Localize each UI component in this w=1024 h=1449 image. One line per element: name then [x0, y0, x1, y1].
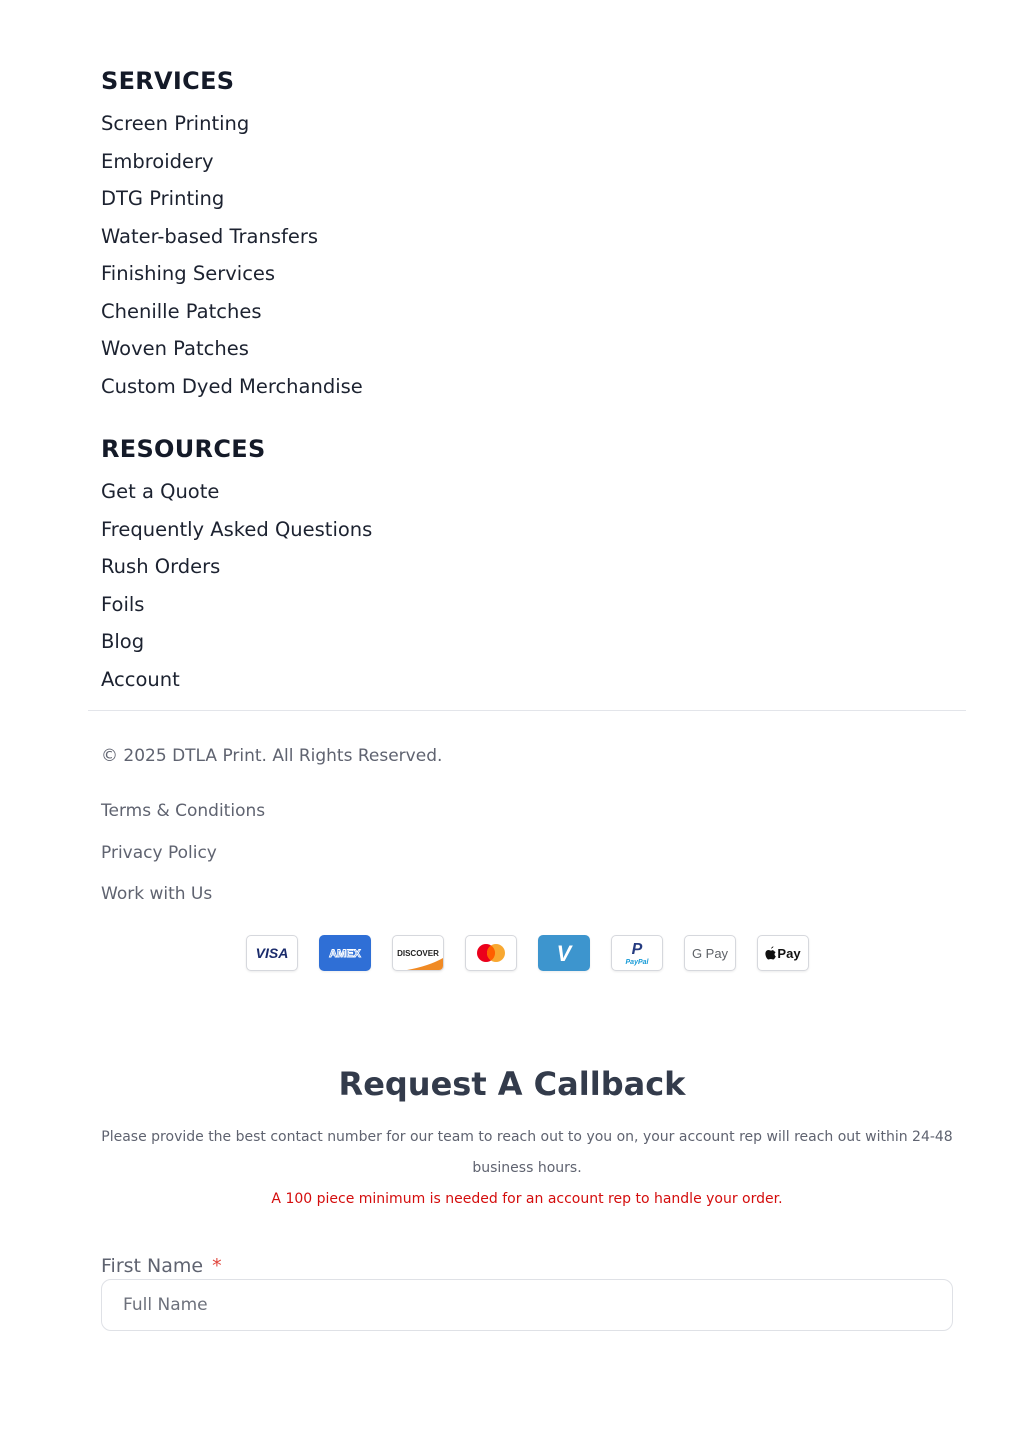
services-link-custom-dyed-merchandise[interactable]: Custom Dyed Merchandise — [101, 374, 363, 398]
list-item — [101, 375, 363, 413]
callback-title: Request A Callback — [338, 1065, 686, 1103]
list-item — [101, 555, 372, 593]
payment-methods — [246, 935, 809, 971]
svg-text:PayPal: PayPal — [625, 959, 649, 966]
list-item — [101, 262, 363, 300]
resources-list — [101, 480, 372, 705]
resources-heading: RESOURCES — [101, 435, 266, 463]
venmo-icon — [538, 935, 590, 971]
svg-text:Pay: Pay — [777, 946, 801, 961]
google-pay-icon — [684, 935, 736, 971]
first-name-label — [101, 1253, 222, 1279]
list-item — [101, 593, 372, 631]
mastercard-icon — [465, 935, 517, 971]
resources-link-faq[interactable]: Frequently Asked Questions — [101, 517, 373, 541]
services-link-finishing-services[interactable]: Finishing Services — [101, 262, 276, 285]
list-item — [101, 187, 363, 225]
work-with-us-link[interactable]: Work with Us — [101, 884, 213, 904]
list-item — [101, 800, 265, 842]
list-item — [101, 150, 363, 188]
amex-icon — [319, 935, 371, 971]
legal-links — [101, 800, 265, 925]
list-item — [101, 630, 372, 668]
paypal-icon — [611, 935, 663, 971]
resources-section — [101, 434, 372, 705]
visa-icon — [246, 935, 298, 971]
list-item — [101, 883, 265, 925]
list-item — [101, 668, 372, 706]
resources-link-blog[interactable]: Blog — [101, 630, 145, 653]
apple-pay-icon — [757, 935, 809, 971]
svg-text:G Pay: G Pay — [691, 946, 729, 961]
list-item — [101, 300, 363, 338]
list-item — [101, 518, 372, 556]
privacy-link[interactable]: Privacy Policy — [101, 842, 217, 863]
svg-text:DISCOVER: DISCOVER — [397, 949, 439, 958]
required-indicator: * — [212, 1255, 222, 1277]
svg-text:VISA: VISA — [255, 945, 289, 961]
services-heading: SERVICES — [101, 67, 235, 95]
resources-link-get-a-quote[interactable]: Get a Quote — [101, 480, 220, 503]
copyright-text: © 2025 DTLA Print. All Rights Reserved. — [101, 746, 443, 766]
svg-text:AMEX: AMEX — [329, 948, 361, 960]
services-link-embroidery[interactable]: Embroidery — [101, 149, 214, 173]
callback-description: Please provide the best contact number for our team to reach out to you on, your account rep will reach out within 24-48 business hours. — [101, 1129, 953, 1176]
services-list — [101, 112, 363, 412]
svg-text:V: V — [556, 941, 572, 966]
resources-link-rush-orders[interactable]: Rush Orders — [101, 555, 221, 578]
services-link-woven-patches[interactable]: Woven Patches — [101, 337, 249, 360]
terms-link[interactable]: Terms & Conditions — [101, 801, 266, 821]
list-item — [101, 225, 363, 263]
services-link-dtg-printing[interactable]: DTG Printing — [101, 187, 225, 210]
services-section — [101, 66, 363, 412]
minimum-order-warning: A 100 piece minimum is needed for an account rep to handle your order. — [271, 1191, 783, 1207]
discover-icon — [392, 935, 444, 971]
list-item — [101, 480, 372, 518]
services-link-chenille-patches[interactable]: Chenille Patches — [101, 299, 262, 323]
first-name-label-text: First Name — [101, 1255, 204, 1277]
first-name-input[interactable] — [101, 1279, 953, 1331]
list-item — [101, 337, 363, 375]
services-link-screen-printing[interactable]: Screen Printing — [101, 112, 250, 135]
resources-link-account[interactable]: Account — [101, 667, 180, 691]
list-item — [101, 112, 363, 150]
resources-link-foils[interactable]: Foils — [101, 592, 145, 616]
footer-divider — [88, 710, 966, 711]
list-item — [101, 842, 265, 884]
services-link-water-based-transfers[interactable]: Water-based Transfers — [101, 224, 319, 248]
svg-text:P: P — [631, 941, 643, 958]
